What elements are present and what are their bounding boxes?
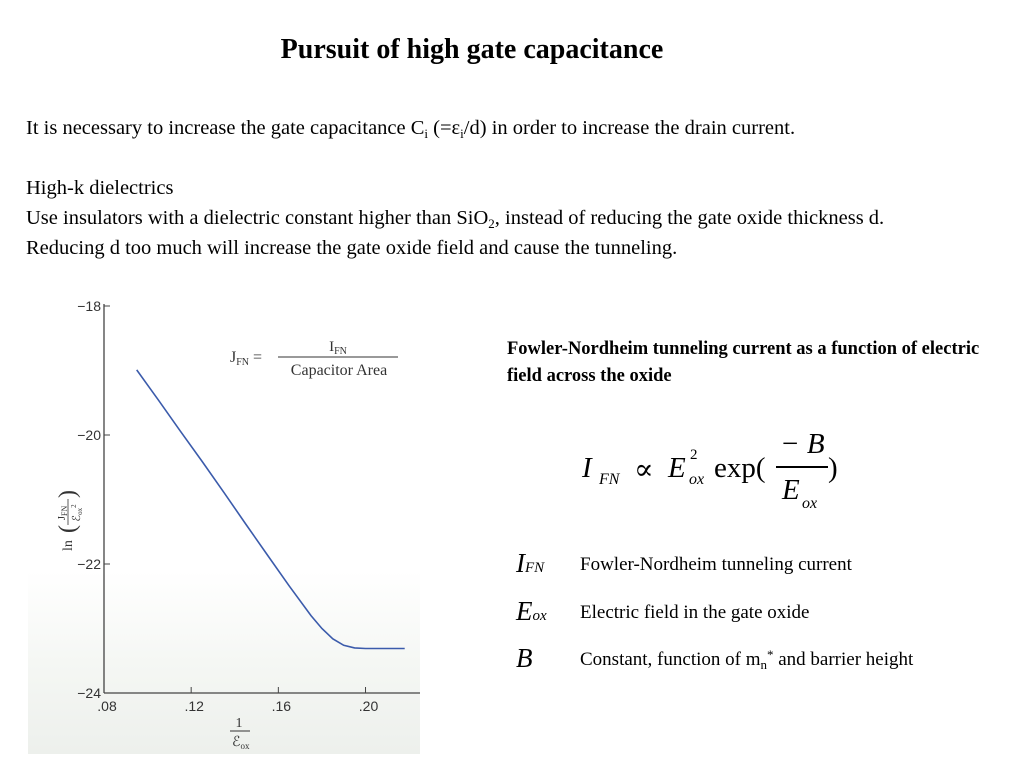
section-heading: High-k dielectrics	[26, 177, 174, 199]
eq-numerator: − B	[780, 428, 825, 460]
eq-exp: exp(	[714, 452, 766, 484]
x-tick-label: .12	[184, 698, 204, 714]
x-tick-label: .16	[271, 698, 292, 714]
eq-field-sub: ox	[689, 471, 705, 488]
description-text: , instead of reducing the gate oxide thickness d.	[494, 207, 885, 229]
y-tick-label: −20	[77, 427, 101, 443]
x-label-den: ℰ$_{ox}$	[232, 735, 250, 751]
x-tick-label: .08	[97, 698, 117, 714]
legend-description: Electric field in the gate oxide	[580, 602, 810, 623]
jfn-numerator: $I_{FN}$	[329, 339, 347, 357]
y-label-ln: ln	[61, 540, 76, 551]
y-label-paren-open: (	[55, 525, 81, 533]
y-axis-label	[55, 490, 84, 551]
series-line	[137, 370, 405, 649]
statement-text: It is necessary to increase the gate capacitance C	[26, 117, 425, 139]
tunneling-note: Reducing d too much will increase the gate oxide field and cause the tunneling.	[26, 237, 678, 259]
subscript: i	[460, 126, 464, 141]
subscript: i	[424, 126, 429, 141]
eq-current: I	[582, 452, 592, 484]
legend-row-b	[516, 643, 996, 683]
legend-row-ifn	[516, 548, 996, 588]
legend-row-eox	[516, 596, 996, 636]
y-label-paren-close: )	[55, 490, 81, 498]
y-label-den: ℰox$^2$	[70, 504, 84, 522]
y-tick-label: −18	[77, 298, 101, 314]
statement-text: /d) in order to increase the drain current.	[463, 117, 796, 139]
x-label-num: 1	[235, 716, 243, 731]
chart-caption: Fowler-Nordheim tunneling current as a function of electric field across the oxide	[507, 339, 980, 386]
legend-symbol: Eox	[516, 596, 547, 626]
y-label-num: JFN	[56, 505, 69, 521]
eq-close-paren: )	[828, 452, 838, 484]
legend-description: Constant, function of $m_n^*$ and barrier height	[580, 647, 914, 672]
slide-title: Pursuit of high gate capacitance	[280, 34, 664, 65]
x-axis-label	[230, 716, 250, 751]
x-tick-label: .20	[358, 698, 379, 714]
capacitance-statement	[26, 113, 990, 143]
jfn-lhs: JFN =	[230, 349, 263, 368]
eq-proportional: ∝	[634, 454, 654, 486]
legend-symbol: B	[516, 643, 533, 673]
eq-denominator: E	[782, 474, 800, 506]
fn-tunneling-chart	[28, 296, 420, 754]
chart-ticks	[77, 298, 378, 714]
eq-denominator-sub: ox	[802, 495, 818, 512]
legend-symbol: IFN	[516, 548, 545, 578]
fn-equation	[578, 428, 878, 518]
jfn-definition	[230, 339, 398, 379]
jfn-denominator: Capacitor Area	[290, 362, 388, 379]
eq-field: E	[668, 452, 686, 484]
high-k-description	[26, 203, 990, 233]
legend-description: Fowler-Nordheim tunneling current	[580, 554, 852, 575]
chart-canvas	[28, 296, 420, 754]
y-tick-label: −24	[77, 685, 101, 701]
high-k-section	[26, 173, 990, 263]
subscript: 2	[488, 216, 495, 231]
eq-field-sup: 2	[690, 447, 698, 463]
eq-current-sub: FN	[599, 471, 620, 488]
description-text: Use insulators with a dielectric constant higher than SiO	[26, 207, 489, 229]
statement-text: (=ε	[428, 117, 461, 139]
eq-fraction-bar	[776, 466, 828, 468]
y-tick-label: −22	[77, 556, 101, 572]
